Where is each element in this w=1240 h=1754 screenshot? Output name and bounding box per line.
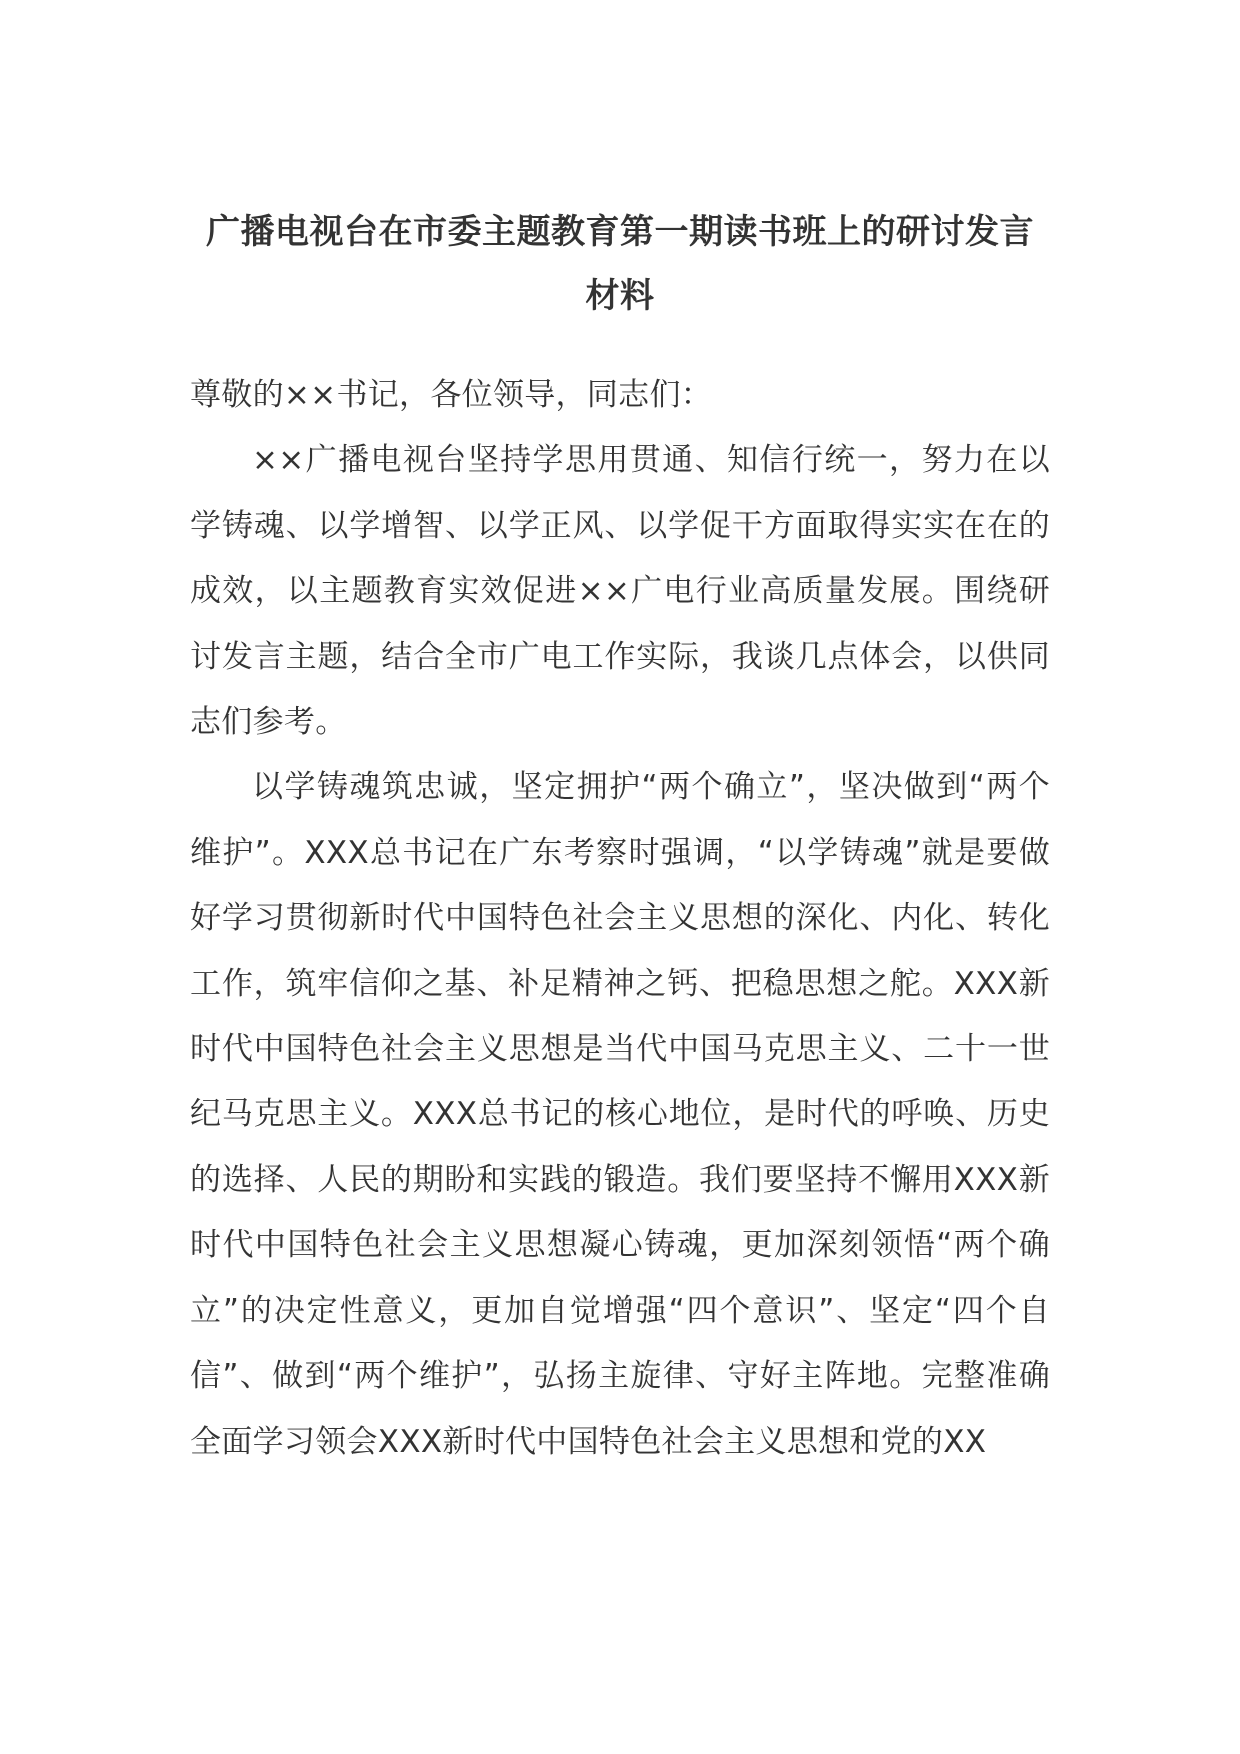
salutation: 尊敬的××书记，各位领导，同志们： <box>190 377 713 413</box>
paragraph-loyalty: 以学铸魂筑忠诚，坚定拥护“两个确立”，坚决做到“两个维护”。XXX总书记在广东考察时强调，“以学铸魂”就是要做好学习贯彻新时代中国特色社会主义思想的深化、内化、转化工作，筑牢信仰之基、补足精神之钙、把稳思想之舵。XXX新时代中国特色社会主义思想是当代中国马克思主义、二十一世纪马克思主义。XXX总书记的核心地位，是时代的呼唤、历史的选择、人民的期盼和实践的锻造。我们要坚持不懈用XXX新时代中国特色社会主义思想凝心铸魂，更加深刻领悟“两个确立”的决定性意义，更加自觉增强“四个意识”、坚定“四个自信”、做到“两个维护”，弘扬主旋律、守好主阵地。完整准确全面学习领会XXX新时代中国特色社会主义思想和党的XX <box>190 769 1050 1460</box>
paragraph-intro: ××广播电视台坚持学思用贯通、知信行统一，努力在以学铸魂、以学增智、以学正风、以学促干方面取得实实在在的成效，以主题教育实效促进××广电行业高质量发展。围绕研讨发言主题，结合全市广电工作实际，我谈几点体会，以供同志们参考。 <box>190 442 1050 741</box>
document-body <box>190 363 1050 1475</box>
document-title: 广播电视台在市委主题教育第一期读书班上的研讨发言材料 <box>206 212 1034 316</box>
